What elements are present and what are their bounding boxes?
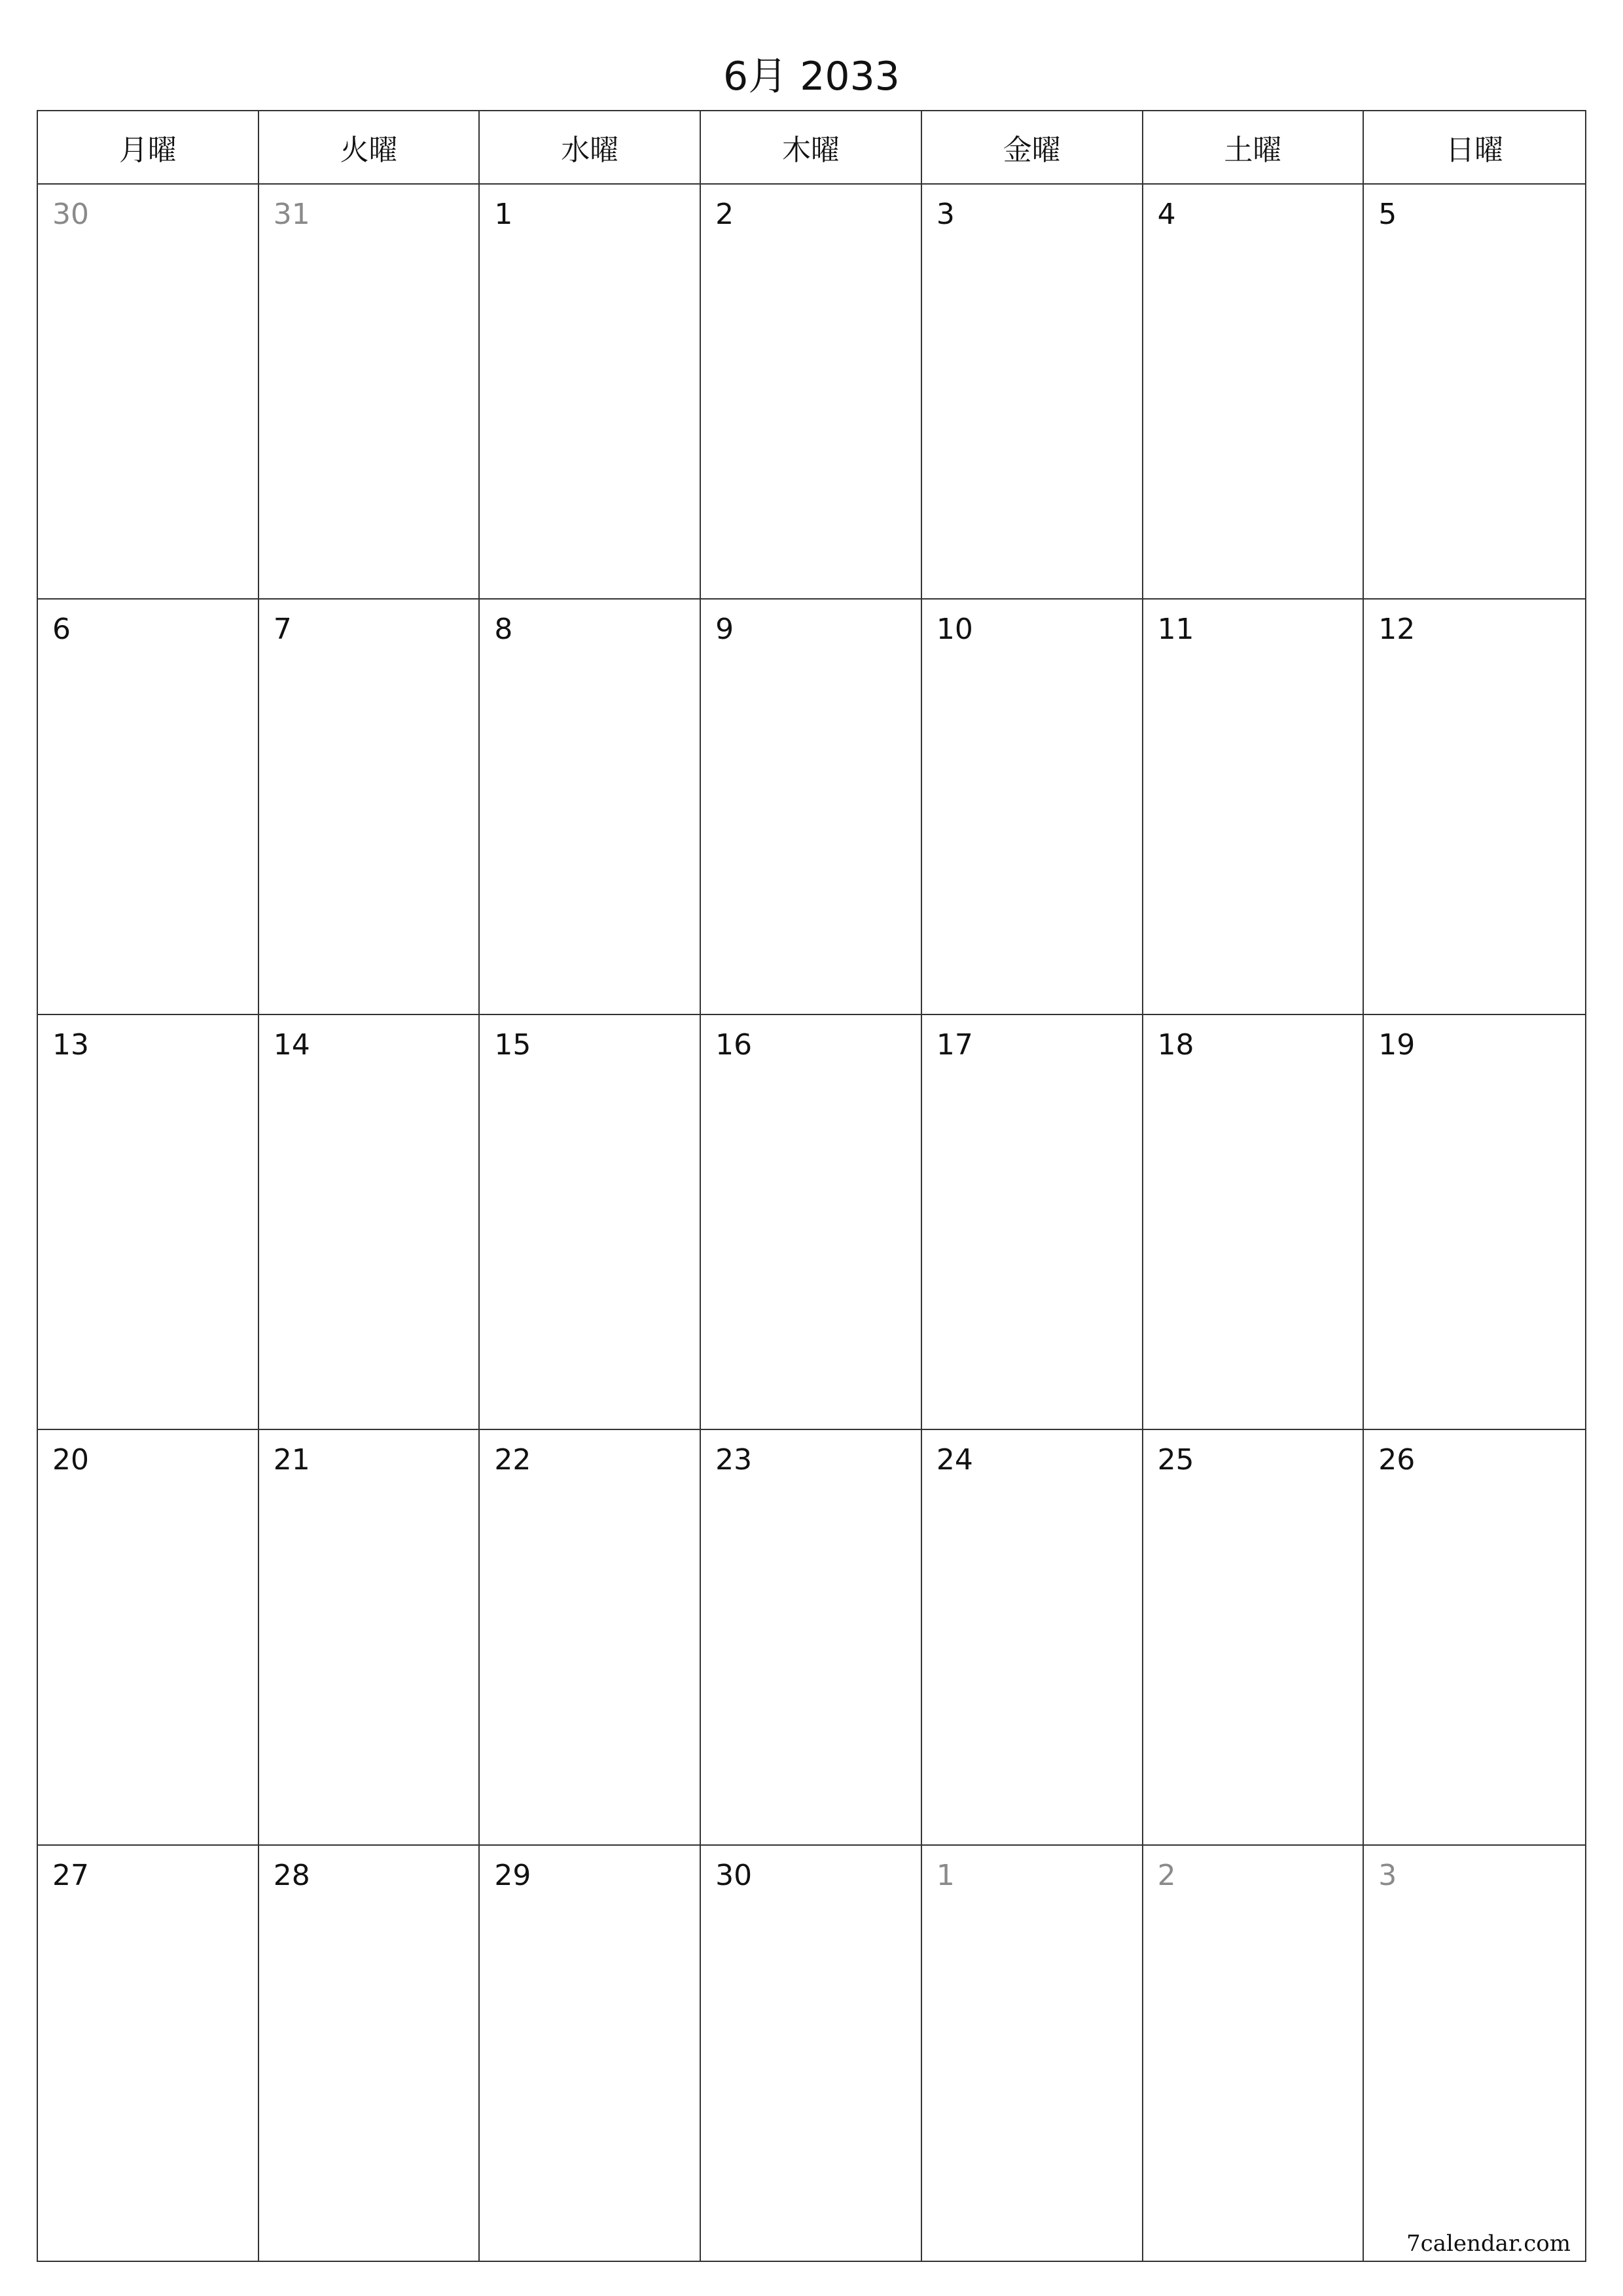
day-cell (259, 600, 480, 1014)
day-cell (480, 600, 701, 1014)
day-cell (1143, 600, 1364, 1014)
day-cell (1143, 185, 1364, 600)
day-cell (38, 600, 259, 1014)
day-number: 2 (1157, 1858, 1176, 1892)
day-number: 7 (273, 613, 292, 647)
day-cell (922, 1015, 1143, 1430)
day-number: 16 (715, 1028, 753, 1062)
day-cell (1364, 1846, 1585, 2261)
day-cell (38, 1846, 259, 2261)
day-number: 30 (715, 1858, 753, 1892)
day-number: 10 (936, 613, 973, 647)
day-number: 2 (715, 198, 734, 231)
day-cell (480, 1430, 701, 1845)
day-cell (259, 1846, 480, 2261)
day-number: 13 (52, 1028, 89, 1062)
weekday-header-tuesday: 火曜 (259, 111, 480, 185)
day-cell (480, 185, 701, 600)
day-number: 3 (1378, 1858, 1397, 1892)
day-number: 17 (936, 1028, 973, 1062)
weekday-header-friday: 金曜 (922, 111, 1143, 185)
day-cell (701, 1015, 922, 1430)
day-cell (480, 1015, 701, 1430)
day-number: 18 (1157, 1028, 1194, 1062)
day-number: 15 (494, 1028, 531, 1062)
day-number: 21 (273, 1443, 310, 1477)
day-number: 31 (273, 198, 310, 231)
day-cell (701, 185, 922, 600)
day-cell (922, 1430, 1143, 1845)
day-number: 9 (715, 613, 734, 647)
day-cell (1364, 600, 1585, 1014)
day-number: 8 (494, 613, 513, 647)
day-cell (701, 1846, 922, 2261)
calendar-grid (37, 110, 1586, 2262)
weekday-header-sunday: 日曜 (1364, 111, 1585, 185)
day-cell (259, 1015, 480, 1430)
day-cell (701, 600, 922, 1014)
day-number: 14 (273, 1028, 310, 1062)
day-number: 6 (52, 613, 71, 647)
day-number: 12 (1378, 613, 1416, 647)
day-number: 23 (715, 1443, 753, 1477)
day-cell (259, 185, 480, 600)
day-number: 3 (936, 198, 955, 231)
day-number: 1 (936, 1858, 955, 1892)
day-cell (1143, 1430, 1364, 1845)
day-cell (1364, 185, 1585, 600)
day-cell (259, 1430, 480, 1845)
day-number: 11 (1157, 613, 1194, 647)
day-number: 27 (52, 1858, 89, 1892)
weekday-header-monday: 月曜 (38, 111, 259, 185)
day-cell (38, 1015, 259, 1430)
day-cell (1364, 1015, 1585, 1430)
day-number: 4 (1157, 198, 1176, 231)
day-number: 5 (1378, 198, 1397, 231)
weekday-header-thursday: 木曜 (701, 111, 922, 185)
day-number: 20 (52, 1443, 89, 1477)
day-cell (701, 1430, 922, 1845)
day-number: 22 (494, 1443, 531, 1477)
day-cell (922, 1846, 1143, 2261)
day-cell (38, 185, 259, 600)
day-number: 25 (1157, 1443, 1194, 1477)
day-number: 26 (1378, 1443, 1416, 1477)
day-cell (480, 1846, 701, 2261)
day-cell (1364, 1430, 1585, 1845)
day-cell (1143, 1846, 1364, 2261)
day-number: 30 (52, 198, 89, 231)
page-title: 6月 2033 (723, 54, 900, 99)
day-cell (38, 1430, 259, 1845)
day-number: 19 (1378, 1028, 1416, 1062)
day-number: 29 (494, 1858, 531, 1892)
day-cell (1143, 1015, 1364, 1430)
day-cell (922, 600, 1143, 1014)
day-number: 28 (273, 1858, 310, 1892)
watermark-text: 7calendar.com (1406, 2231, 1571, 2257)
weekday-header-saturday: 土曜 (1143, 111, 1364, 185)
weekday-header-wednesday: 水曜 (480, 111, 701, 185)
day-number: 24 (936, 1443, 973, 1477)
day-number: 1 (494, 198, 513, 231)
day-cell (922, 185, 1143, 600)
